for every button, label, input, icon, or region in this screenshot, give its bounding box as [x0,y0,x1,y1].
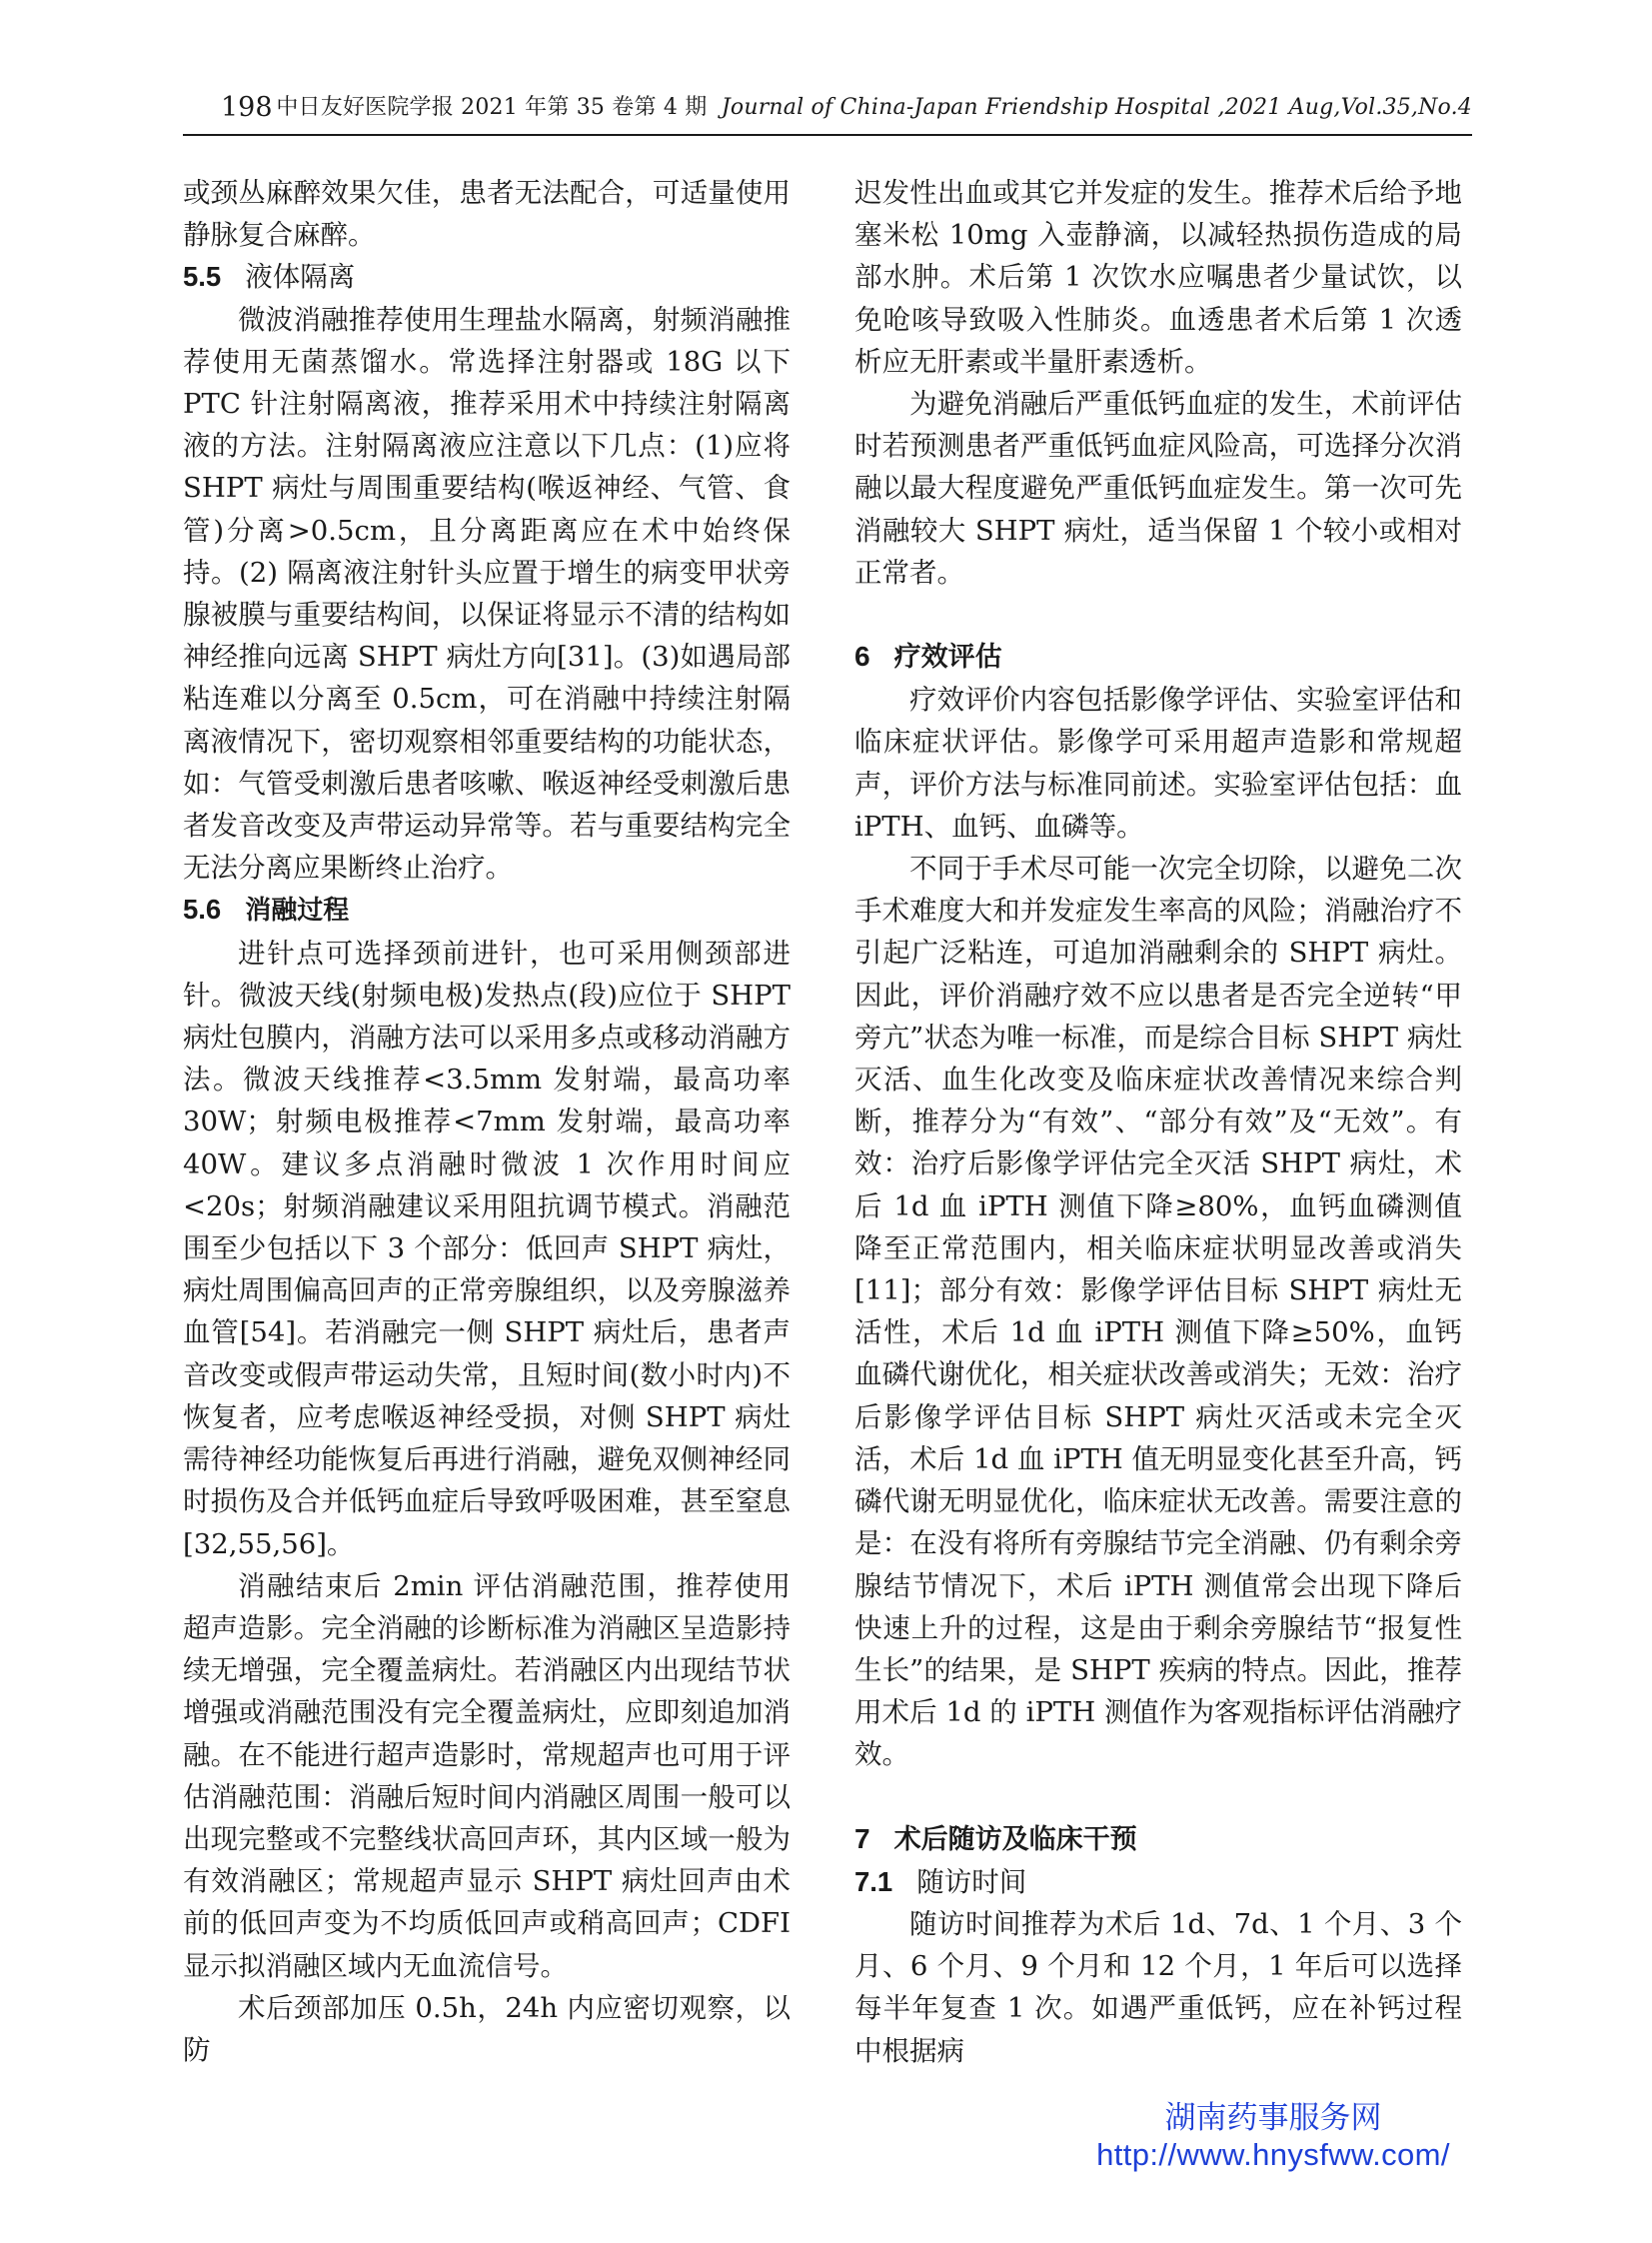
section-heading-5-6 [183,889,791,932]
section-title: 液体隔离 [245,261,356,294]
section-number: 6 [854,641,870,673]
section-title: 随访时间 [916,1865,1027,1898]
paragraph: 为避免消融后严重低钙血症的发生，术前评估时若预测患者严重低钙血症风险高，可选择分次消融以最大程度避免严重低钙血症发生。第一次可先消融较大 SHPT 病灶，适当保留 1 个较小或相对正常者。 [854,388,1462,589]
section-number: 5.6 [183,894,222,926]
section-heading-7-1 [854,1861,1462,1903]
paragraph: 迟发性出血或其它并发症的发生。推荐术后给予地塞米松 10mg 入壶静滴，以减轻热损伤造成的局部水肿。术后第 1 次饮水应嘱患者少量试饮，以免呛咳导致吸入性肺炎。血透患者术后第 1 次透析应无肝素或半量肝素透析。 [854,177,1462,378]
paragraph: 或颈丛麻醉效果欠佳，患者无法配合，可适量使用静脉复合麻醉。 [183,177,791,252]
section-title: 疗效评估 [893,642,1002,674]
section-heading-5-5 [183,256,791,298]
paragraph: 随访时间推荐为术后 1d、7d、1 个月、3 个月、6 个月、9 个月和 12 个月，1 年后可以选择每半年复查 1 次。如遇严重低钙，应在补钙过程中根据病 [854,1907,1462,2067]
right-column [854,172,1462,2072]
journal-citation [276,88,1472,128]
section-heading-6 [854,636,1462,679]
section-number: 7 [854,1822,870,1854]
paragraph: 微波消融推荐使用生理盐水隔离，射频消融推荐使用无菌蒸馏水。常选择注射器或 18G 以下 PTC 针注射隔离液，推荐采用术中持续注射隔离液的方法。注射隔离液应注意以下几点：(1)应将 SHPT 病灶与周围重要结构(喉返神经、气管、食管)分离>0.5cm，且分离距离应在术中始终保持。(2) 隔离液注射针头应置于增生的病变甲状旁腺被膜与重要结构间，以保证将显示不清的结构如神经推向远离 SHPT 病灶方向[31]。(3)如遇局部粘连难以分离至 0.5cm，可在消融中持续注射隔离液情况下，密切观察相邻重要结构的功能状态，如：气管受刺激后患者咳嗽、喉返神经受刺激后患者发音改变及声带运动异常等。若与重要结构完全无法分离应果断终止治疗。 [183,303,791,885]
site-watermark [1063,2099,1483,2173]
paragraph: 进针点可选择颈前进针，也可采用侧颈部进针。微波天线(射频电极)发热点(段)应位于 SHPT 病灶包膜内，消融方法可以采用多点或移动消融方法。微波天线推荐<3.5mm 发射端，最高功率 30W；射频电极推荐<7mm 发射端，最高功率 40W。建议多点消融时微波 1 次作用时间应<20s；射频消融建议采用阻抗调节模式。消融范围至少包括以下 3 个部分：低回声 SHPT 病灶，病灶周围偏高回声的正常旁腺组织，以及旁腺滋养血管[54]。若消融完一侧 SHPT 病灶后，患者声音改变或假声带运动失常，且短时间(数小时内)不恢复者，应考虑喉返神经受损，对侧 SHPT 病灶需待神经功能恢复后再进行消融，避免双侧神经同时损伤及合并低钙血症后导致呼吸困难，甚至窒息[32,55,56]。 [183,937,791,1560]
paragraph: 消融结束后 2min 评估消融范围，推荐使用超声造影。完全消融的诊断标准为消融区呈造影持续无增强，完全覆盖病灶。若消融区内出现结节状增强或消融范围没有完全覆盖病灶，应即刻追加消融。在不能进行超声造影时，常规超声也可用于评估消融范围：消融后短时间内消融区周围一般可以出现完整或不完整线状高回声环，其内区域一般为有效消融区；常规超声显示 SHPT 病灶回声由术前的低回声变为不均质低回声或稍高回声；CDFI 显示拟消融区域内无血流信号。 [183,1569,791,1982]
paragraph: 不同于手术尽可能一次完全切除，以避免二次手术难度大和并发症发生率高的风险；消融治疗不引起广泛粘连，可追加消融剩余的 SHPT 病灶。因此，评价消融疗效不应以患者是否完全逆转“甲旁亢”状态为唯一标准，而是综合目标 SHPT 病灶灭活、血生化改变及临床症状改善情况来综合判断，推荐分为“有效”、“部分有效”及“无效”。有效：治疗后影像学评估完全灭活 SHPT 病灶，术后 1d 血 iPTH 测值下降≥80%，血钙血磷测值降至正常范围内，相关临床症状明显改善或消失[11]；部分有效：影像学评估目标 SHPT 病灶无活性，术后 1d 血 iPTH 测值下降≥50%，血钙血磷代谢优化，相关症状改善或消失；无效：治疗后影像学评估目标 SHPT 病灶灭活或未完全灭活，术后 1d 血 iPTH 值无明显变化甚至升高，钙磷代谢无明显优化，临床症状无改善。需要注意的是：在没有将所有旁腺结节完全消融、仍有剩余旁腺结节情况下，术后 iPTH 测值常会出现下降后快速上升的过程，这是由于剩余旁腺结节“报复性生长”的结果，是 SHPT 疾病的特点。因此，推荐用术后 1d 的 iPTH 测值作为客观指标评估消融疗效。 [854,853,1462,1771]
page-number: 198 [221,92,273,123]
section-number: 5.5 [183,261,222,293]
watermark-url[interactable]: http://www.hnysfww.com/ [1096,2137,1450,2172]
left-column [183,172,791,2071]
journal-name-en: Journal of China-Japan Friendship Hospital ,2021 Aug,Vol.35,No.4 [721,95,1472,120]
section-number: 7.1 [854,1865,893,1897]
section-title: 消融过程 [245,896,350,927]
paragraph: 术后颈部加压 0.5h，24h 内应密切观察，以防 [183,1991,791,2066]
watermark-site-name: 湖南药事服务网 [1164,2100,1382,2135]
paragraph: 疗效评价内容包括影像学评估、实验室评估和临床症状评估。影像学可采用超声造影和常规超声，评价方法与标准同前述。实验室评估包括：血 iPTH、血钙、血磷等。 [854,684,1462,843]
journal-name-cn: 中日友好医院学报 2021 年第 35 卷第 4 期 [276,95,708,120]
header-rule [183,134,1472,136]
running-header [183,88,1472,128]
section-title: 术后随访及临床干预 [893,1823,1137,1855]
section-heading-7 [854,1818,1462,1861]
